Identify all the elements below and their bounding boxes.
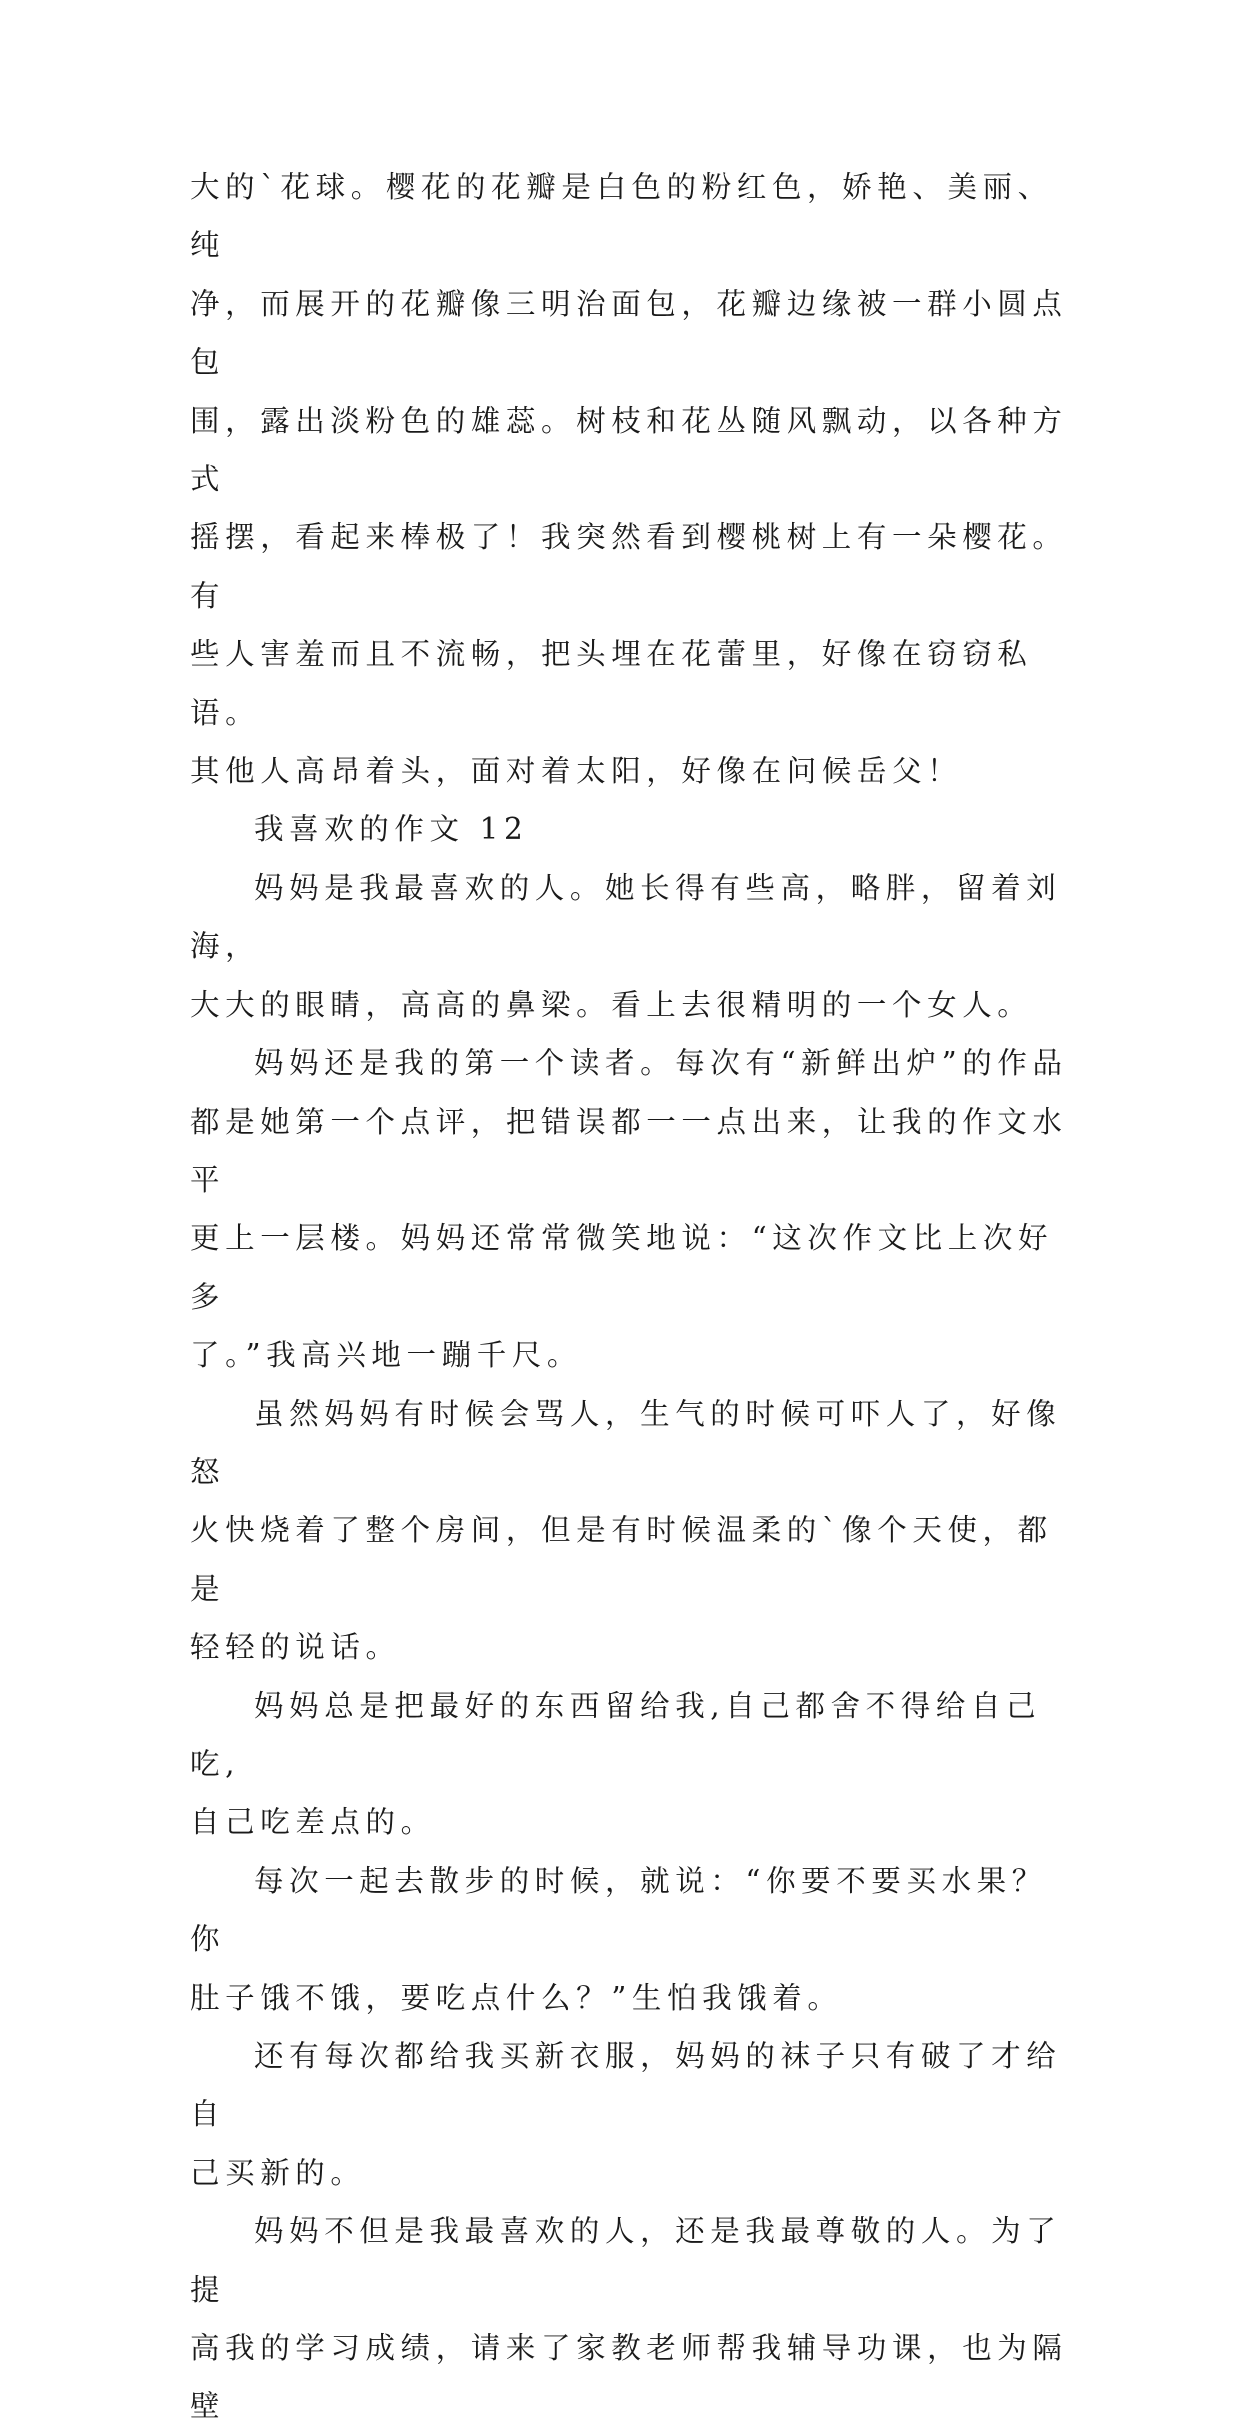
document-body <box>190 158 1070 2436</box>
paragraph: 妈妈不但是我最喜欢的人，还是我最尊敬的人。为了提 高我的学习成绩，请来了家教老师帮我辅导功课，也为隔壁 <box>190 2214 1068 2424</box>
paragraph: 虽然妈妈有时候会骂人，生气的时候可吓人了，好像怒 火快烧着了整个房间，但是有时候温柔的`像个天使，都是 轻轻的说话。 <box>190 1396 1062 1665</box>
paragraph: 每次一起去散步的时候，就说：“你要不要买水果？你 肚子饿不饿，要吃点什么？”生怕我饿着。 <box>190 1863 1047 2015</box>
section-heading: 我喜欢的作文 12 <box>254 812 529 847</box>
paragraph-continuation: 大的`花球。樱花的花瓣是白色的粉红色，娇艳、美丽、纯 净，而展开的花瓣像三明治面包，花瓣边缘被一群小圆点包 围，露出淡粉色的雄蕊。树枝和花丛随风飘动，以各种方式 摇摆，看起来棒极了！我突然看到樱桃树上有一朵樱花。有 些人害羞而且不流畅，把头埋在花蕾里，好像在窃窃私语。 其他人高昂着头，面对着太阳，好像在问候岳父！ <box>190 170 1068 789</box>
paragraph: 还有每次都给我买新衣服，妈妈的袜子只有破了才给自 己买新的。 <box>190 2039 1062 2190</box>
paragraph: 妈妈还是我的第一个读者。每次有“新鲜出炉”的作品 都是她第一个点评，把错误都一一点出来，让我的作文水平 更上一层楼。妈妈还常常微笑地说：“这次作文比上次好多 了。”我高兴地一蹦千尺。 <box>190 1046 1068 1373</box>
paragraph: 妈妈是我最喜欢的人。她长得有些高，略胖，留着刘海， 大大的眼睛，高高的鼻梁。看上去很精明的一个女人。 <box>190 870 1062 1022</box>
paragraph: 妈妈总是把最好的东西留给我,自己都舍不得给自己吃, 自己吃差点的。 <box>190 1688 1042 1840</box>
